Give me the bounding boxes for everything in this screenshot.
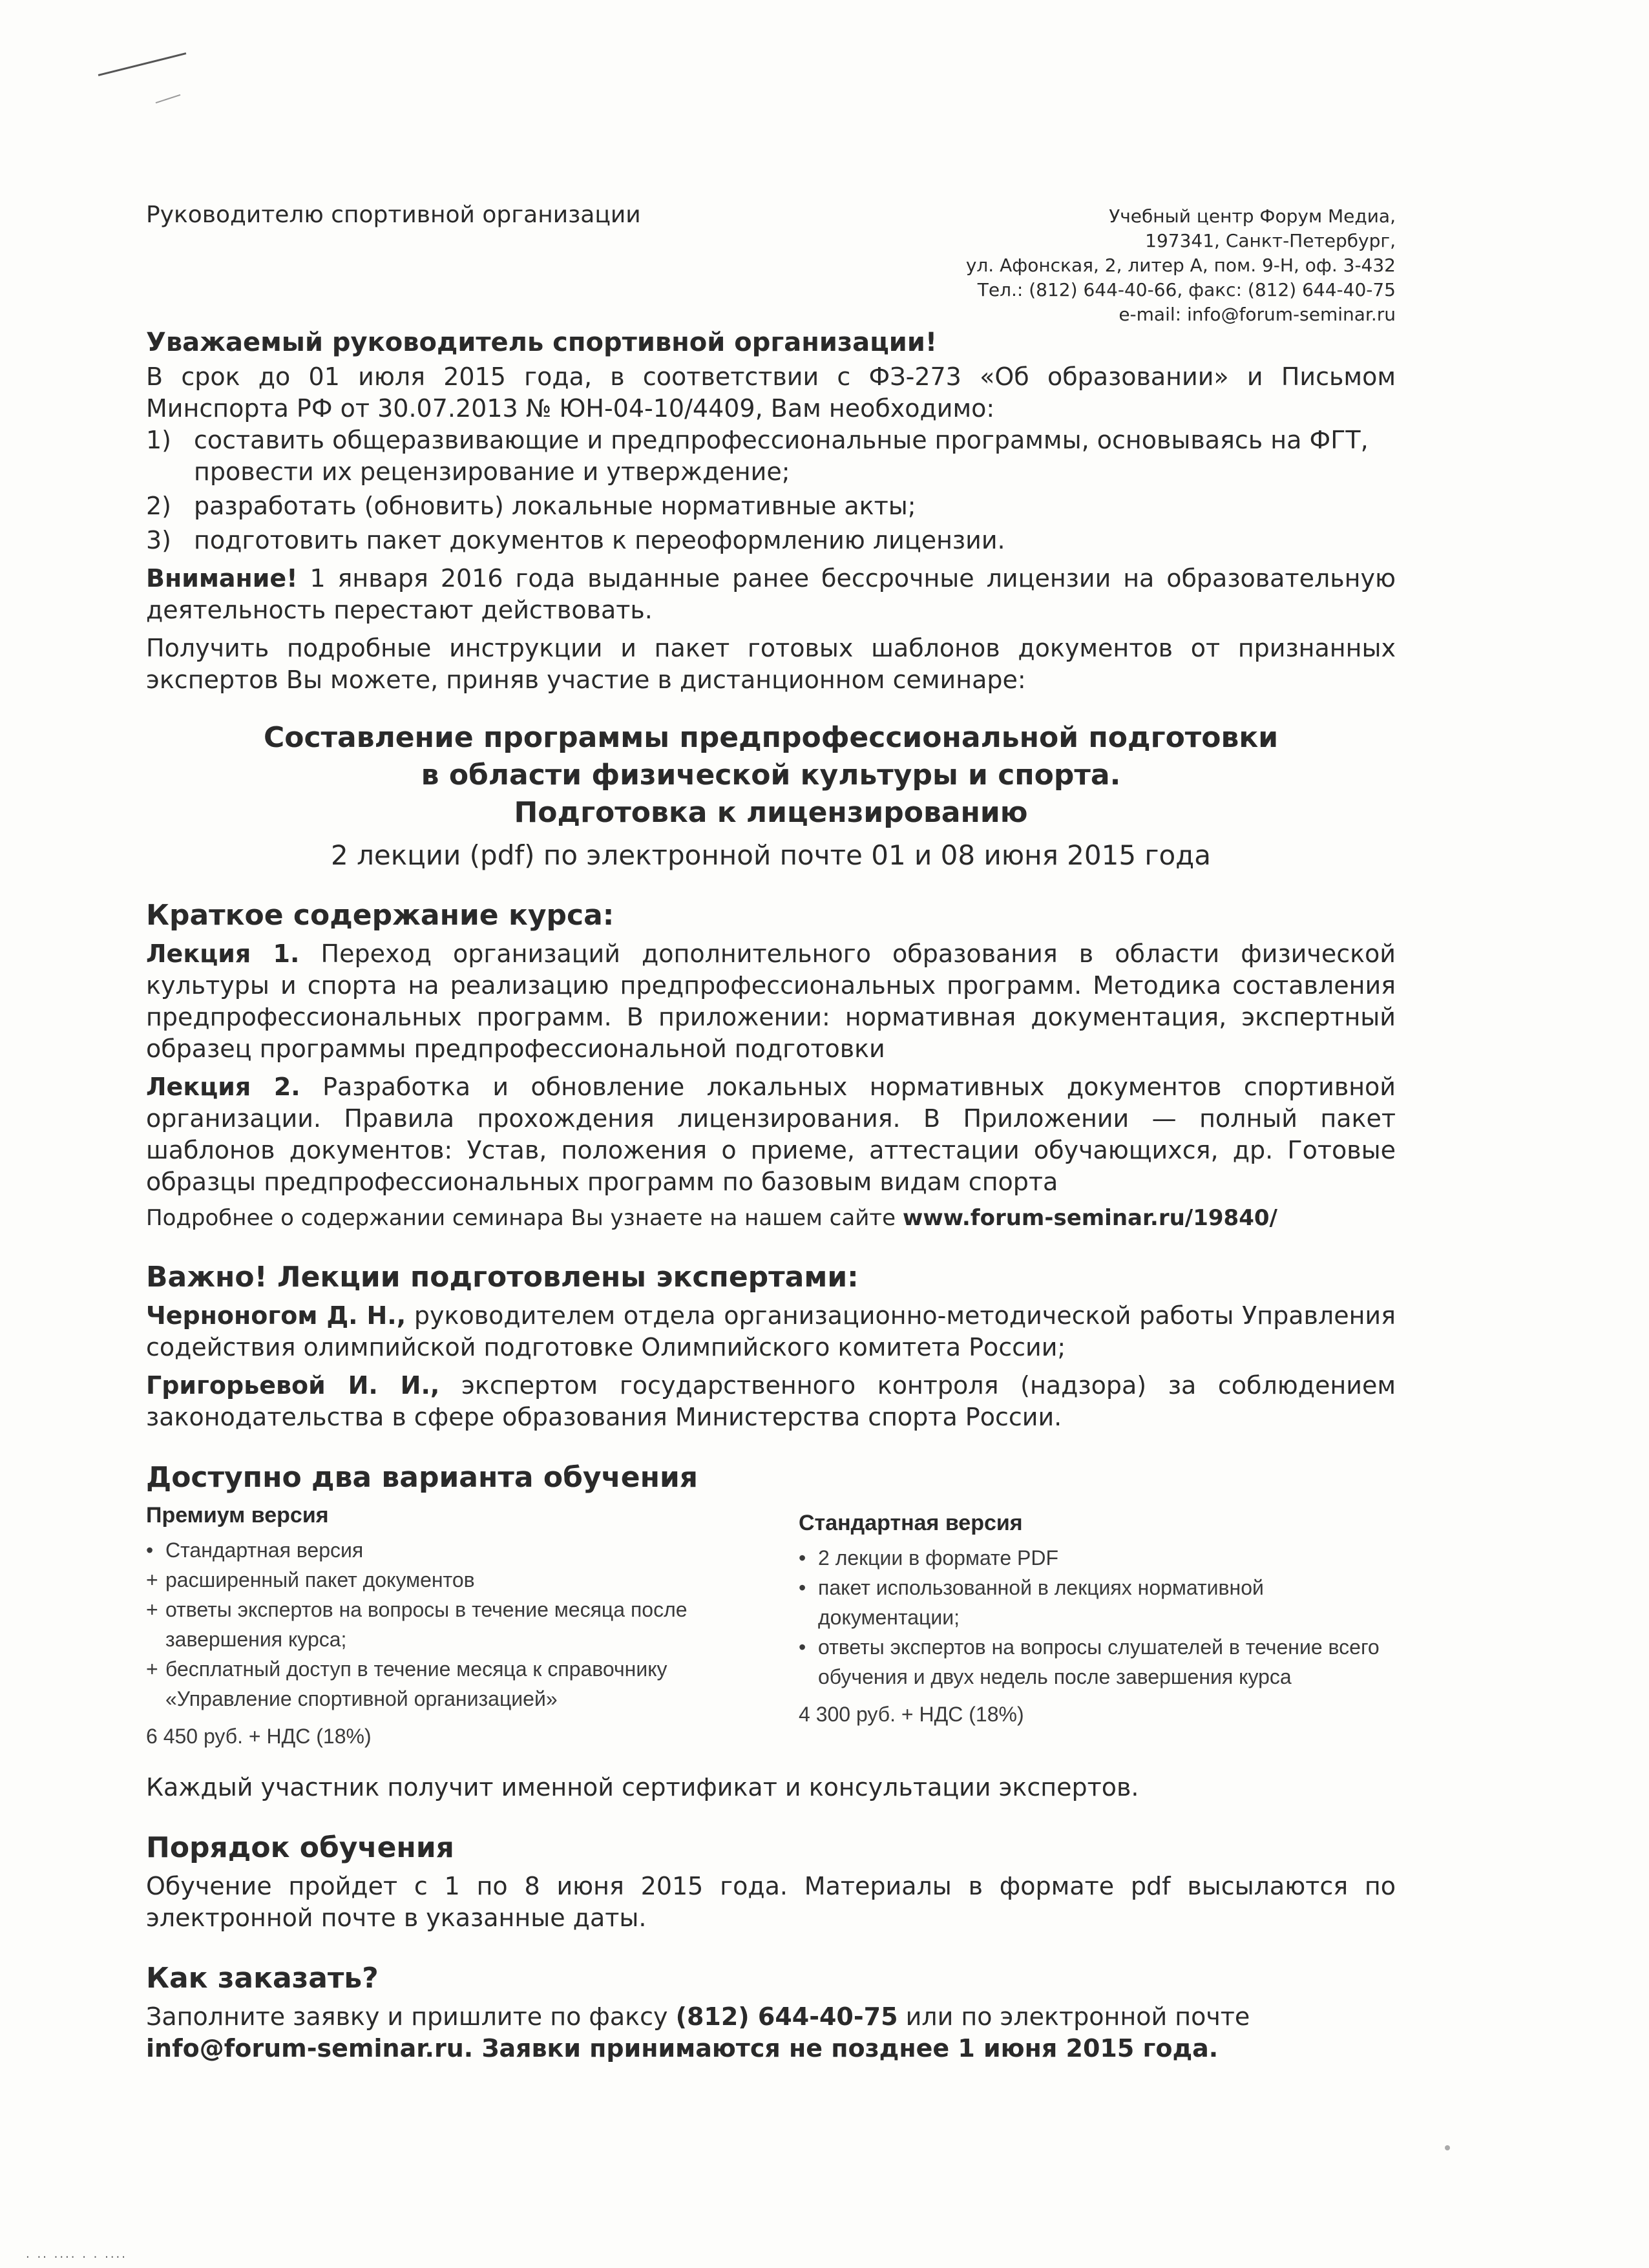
list-item: [146, 425, 1396, 488]
list-item: [799, 1573, 1400, 1632]
order-paragraph: [146, 2001, 1396, 2064]
seminar-title-line: в области физической культуры и спорта.: [421, 759, 1121, 792]
expert-1-paragraph: [146, 1300, 1396, 1363]
variants-columns: [146, 1500, 1396, 1772]
list-item: [146, 1535, 792, 1565]
list-marker: +: [146, 1598, 158, 1621]
expert-role: руководителем отдела организационно-методической работы Управления содействия олимпийской подготовке Олимпийского комитета России;: [146, 1301, 1396, 1361]
experts-heading: Важно! Лекции подготовлены экспертами:: [146, 1261, 859, 1294]
seminar-subtitle: 2 лекции (pdf) по электронной почте 01 и 08 июня 2015 года: [331, 839, 1211, 871]
lecture-2-paragraph: [146, 1071, 1396, 1198]
expert-role: экспертом государственного контроля (надзора) за соблюдением законодательства в сфере образования Министерства спорта России.: [146, 1371, 1396, 1431]
list-marker: •: [799, 1546, 806, 1570]
seminar-title-line: Подготовка к лицензированию: [514, 796, 1028, 829]
list-item-text: разработать (обновить) локальные нормативные акты;: [194, 492, 916, 520]
list-item: [146, 1565, 792, 1595]
list-marker: +: [146, 1568, 158, 1591]
procedure-paragraph: Обучение пройдет с 1 по 8 июня 2015 года. Материалы в формате pdf высылаются по электронной почте в указанные даты.: [146, 1872, 1396, 1932]
premium-price: 6 450 руб. + НДС (18%): [146, 1725, 372, 1748]
list-item-text: подготовить пакет документов к переоформлению лицензии.: [194, 526, 1005, 554]
addressee-line: Руководителю спортивной организации: [146, 202, 641, 228]
list-item-text: Стандартная версия: [165, 1538, 364, 1562]
list-item-number: 1): [146, 426, 172, 454]
org-email: e-mail: info@forum-seminar.ru: [1119, 304, 1396, 325]
order-text: или по электронной почте: [898, 2002, 1250, 2031]
scan-pen-stroke: [98, 52, 187, 76]
list-item: [799, 1543, 1400, 1573]
order-deadline: Заявки принимаются не позднее 1 июня 2015 года.: [473, 2034, 1219, 2063]
more-info-line: [146, 1203, 1396, 1233]
scan-speck: [156, 94, 181, 103]
list-item: [146, 1595, 792, 1654]
list-marker: +: [146, 1657, 158, 1681]
scan-speck: [1445, 2145, 1450, 2150]
list-item-number: 3): [146, 526, 172, 554]
deadline-paragraph: В срок до 01 июля 2015 года, в соответствии с ФЗ-273 «Об образовании» и Письмом Минспорта РФ от 30.07.2013 № ЮН-04-10/4409, Вам необходимо:: [146, 362, 1396, 423]
lecture-label: Лекция 1.: [146, 940, 300, 968]
course-heading: Краткое содержание курса:: [146, 899, 614, 932]
list-item-text: 2 лекции в формате PDF: [818, 1546, 1059, 1570]
list-item: [146, 1654, 792, 1714]
premium-version-list: [146, 1535, 792, 1714]
greeting: Уважаемый руководитель спортивной организации!: [146, 328, 938, 357]
order-text: Заполните заявку и пришлите по факсу: [146, 2002, 676, 2031]
more-info-text: Подробнее о содержании семинара Вы узнаете на нашем сайте: [146, 1205, 903, 1231]
list-item-text: расширенный пакет документов: [165, 1568, 475, 1591]
letter-body: [146, 327, 1396, 2064]
attention-paragraph: [146, 563, 1396, 626]
list-item: [146, 525, 1396, 556]
list-item-text: ответы экспертов на вопросы в течение месяца после завершения курса;: [165, 1598, 688, 1651]
standard-version-list: [799, 1543, 1400, 1692]
list-item-text: ответы экспертов на вопросы слушателей в течение всего обучения и двух недель после завершения курса: [818, 1635, 1380, 1688]
seminar-title: [146, 719, 1396, 832]
seminar-title-line: Составление программы предпрофессиональной подготовки: [263, 721, 1279, 754]
sender-address-block: [840, 204, 1396, 327]
premium-version-title: Премиум версия: [146, 1503, 329, 1528]
expert-2-paragraph: [146, 1370, 1396, 1433]
list-item-number: 2): [146, 492, 172, 520]
expert-name: Григорьевой И. И.,: [146, 1371, 440, 1400]
order-heading: Как заказать?: [146, 1962, 379, 1995]
certificate-line: Каждый участник получит именной сертификат и консультации экспертов.: [146, 1773, 1139, 1801]
attention-label: Внимание!: [146, 564, 298, 593]
org-postcode-city: 197341, Санкт-Петербург,: [1145, 230, 1396, 251]
list-item: [146, 490, 1396, 522]
list-marker: •: [799, 1576, 806, 1599]
lecture-text: Разработка и обновление локальных нормативных документов спортивной организации. Правила прохождения лицензирования. В Приложении — полный пакет шаблонов документов: Устав, положения о приеме, аттестации обучающихся, др. Готовые образцы предпрофессиональных программ по базовым видам спорта: [146, 1073, 1396, 1196]
scan-edge-marks: . .. .... . . ....: [26, 2247, 127, 2261]
procedure-heading: Порядок обучения: [146, 1831, 454, 1864]
offer-paragraph: Получить подробные инструкции и пакет готовых шаблонов документов от признанных экспертов Вы можете, приняв участие в дистанционном семинаре:: [146, 634, 1396, 694]
task-list: [146, 425, 1396, 556]
standard-version-title: Стандартная версия: [799, 1511, 1023, 1535]
order-fax-number: (812) 644-40-75: [675, 2002, 898, 2031]
attention-text: 1 января 2016 года выданные ранее бессрочные лицензии на образовательную деятельность перестают действовать.: [146, 564, 1396, 624]
standard-price: 4 300 руб. + НДС (18%): [799, 1703, 1024, 1726]
lecture-text: Переход организаций дополнительного образования в области физической культуры и спорта на реализацию предпрофессиональных программ. Методика составления предпрофессиональных программ. В приложении: нормативная документация, экспертный образец программы предпрофессиональной подготовки: [146, 940, 1396, 1063]
premium-version-column: [146, 1500, 792, 1751]
list-marker: •: [146, 1538, 154, 1562]
org-phone-fax: Тел.: (812) 644-40-66, факс: (812) 644-40-75: [977, 279, 1396, 300]
list-item: [799, 1632, 1400, 1692]
standard-version-column: [799, 1508, 1400, 1729]
list-item-text: составить общеразвивающие и предпрофессиональные программы, основываясь на ФГТ, провести их рецензирование и утверждение;: [194, 426, 1369, 486]
lecture-label: Лекция 2.: [146, 1073, 300, 1101]
order-email-link[interactable]: info@forum-seminar.ru.: [146, 2034, 474, 2063]
list-item-text: пакет использованной в лекциях нормативной документации;: [818, 1576, 1264, 1629]
list-item-text: бесплатный доступ в течение месяца к справочнику «Управление спортивной организацией»: [165, 1657, 667, 1710]
org-street: ул. Афонская, 2, литер А, пом. 9-Н, оф. 3-432: [965, 255, 1396, 276]
seminar-website-link[interactable]: www.forum-seminar.ru/19840/: [902, 1205, 1277, 1231]
list-marker: •: [799, 1635, 806, 1659]
variants-heading: Доступно два варианта обучения: [146, 1461, 698, 1494]
expert-name: Черноногом Д. Н.,: [146, 1301, 406, 1330]
org-name: Учебный центр Форум Медиа,: [1109, 205, 1396, 227]
lecture-1-paragraph: [146, 938, 1396, 1065]
